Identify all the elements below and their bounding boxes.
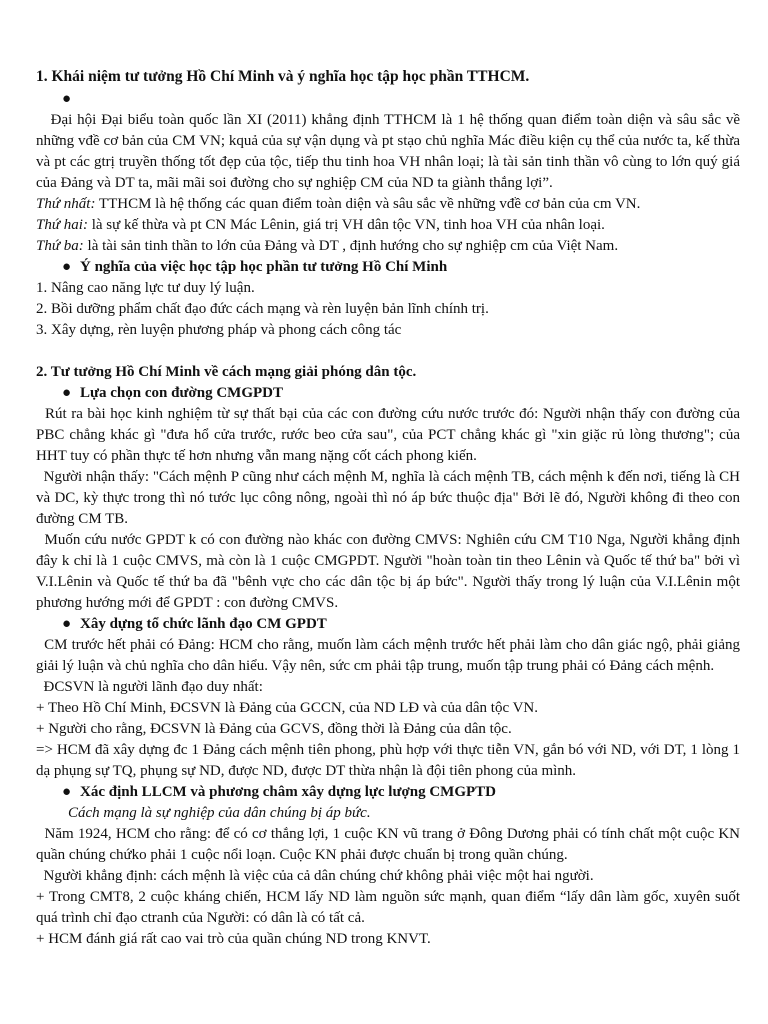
sub1-paragraph-1 — [36, 404, 740, 467]
empty-bullet — [36, 89, 740, 110]
bullet-icon: ● — [62, 385, 72, 401]
sub2-line-4: => HCM đã xây dựng đc 1 Đảng cách mệnh tiên phong, phù hợp với thực tiễn VN, gắn bó với ND, với DT, 1 lòng 1 dạ phụng sự TQ, phụng sự ND, được ND, được DT thừa nhận là đội tiên phong của mình. — [36, 742, 740, 779]
bullet-icon: ● — [62, 259, 72, 275]
meaning-heading — [36, 257, 740, 278]
third-text: là tài sản tinh thần to lớn của Đảng và DT , định hướng cho sự nghiệp cm của Việt Nam. — [83, 238, 619, 254]
sub2-line-1 — [36, 677, 740, 698]
sub3-paragraph-1 — [36, 824, 740, 866]
sub3-p1-text: Năm 1924, HCM cho rằng: để có cơ thắng lợi, 1 cuộc KN vũ trang ở Đông Dương phải có tính chất một cuộc KN quần chúng chứko phải 1 cuộc nổi loạn. Cuộc KN phải được chuẩn bị trong quần chúng. — [36, 826, 741, 863]
sub2-l1-text: ĐCSVN là người lãnh đạo duy nhất: — [43, 679, 263, 695]
intro-text: Đại hội Đại biểu toàn quốc lần XI (2011) khẳng định TTHCM là 1 hệ thống quan điểm toàn diện và sâu sắc về những vđề cơ bản của CM VN; kquả của sự vận dụng và pt stạo chủ nghĩa Mác điều kiện cụ thể của nước ta, kế thừa và pt các gtrị truyền thống tốt đẹp của tộc, tiếp thu tinh hoa VH nhân loại; là tài sản tinh thần vô cùng to lớn quý giá của Đảng và DT ta, mãi mãi soi đường cho sự nghiệp CM của ND ta giành thắng lợi”. — [36, 112, 740, 191]
bullet-icon: ● — [62, 616, 72, 632]
bullet-icon: ● — [62, 91, 72, 107]
sub3-heading-text: Xác định LLCM và phương châm xây dựng lực lượng CMGPTD — [80, 784, 497, 800]
sub1-paragraph-3 — [36, 530, 740, 614]
meaning-item: 1. Nâng cao năng lực tư duy lý luận. — [36, 280, 255, 296]
sub2-paragraph-1 — [36, 635, 740, 677]
section-2-title: 2. Tư tưởng Hồ Chí Minh về cách mạng giải phóng dân tộc. — [36, 364, 417, 380]
second-text: là sự kế thừa và pt CN Mác Lênin, giá trị VH dân tộc VN, tinh hoa VH của nhân loại. — [87, 217, 605, 233]
sub2-heading — [36, 614, 740, 635]
sub1-p2-text: Người nhận thấy: "Cách mệnh P cũng như cách mệnh M, nghĩa là cách mệnh TB, cách mệnh k đến nơi, tiếng là CH và DC, kỳ thực trong thì nó tước lục công nông, ngoài thì nó áp bức thuộc địa" Bởi lẽ đó, Người không đi theo con đường CM TB. — [36, 469, 740, 527]
meaning-heading-text: Ý nghĩa của việc học tập học phần tư tưởng Hồ Chí Minh — [80, 259, 448, 275]
meaning-item: 2. Bồi dưỡng phẩm chất đạo đức cách mạng và rèn luyện bản lĩnh chính trị. — [36, 301, 489, 317]
meaning-item: 3. Xây dựng, rèn luyện phương pháp và phong cách công tác — [36, 322, 402, 338]
first-text: TTHCM là hệ thống các quan điểm toàn diện và sâu sắc về những vđề cơ bản của cm VN. — [95, 196, 641, 212]
sub3-line-1: + Trong CMT8, 2 cuộc kháng chiến, HCM lấy ND làm nguồn sức mạnh, quan điểm “lấy dân làm gốc, xuyên suốt quá trình chỉ đạo ctranh của Người: có dân là có tất cả. — [36, 889, 740, 926]
sub1-heading — [36, 383, 740, 404]
spacer — [36, 341, 740, 362]
second-label: Thứ hai: — [36, 217, 88, 233]
third-label: Thứ ba: — [36, 238, 84, 254]
sub2-p1-text: CM trước hết phải có Đảng: HCM cho rằng, muốn làm cách mệnh trước hết phải làm cho dân giác ngộ, phải giảng giải lý luận và chủ nghĩa cho dân hiểu. Vậy nên, sức cm phải tập trung, muốn tập trung phải có Đảng cách mệnh. — [36, 637, 741, 674]
sub3-line-2: + HCM đánh giá rất cao vai trò của quần chúng ND trong KNVT. — [36, 931, 431, 947]
point-third — [36, 236, 740, 257]
sub2-heading-text: Xây dựng tổ chức lãnh đạo CM GPDT — [80, 616, 327, 632]
sub1-heading-text: Lựa chọn con đường CMGPDT — [80, 385, 283, 401]
sub3-p2-text: Người khẳng định: cách mệnh là việc của cả dân chúng chứ không phải việc một hai người. — [43, 868, 594, 884]
sub3-paragraph-2 — [36, 866, 740, 887]
sub3-heading — [36, 782, 740, 803]
bullet-icon: ● — [62, 784, 72, 800]
sub1-paragraph-2 — [36, 467, 740, 530]
first-label: Thứ nhất: — [36, 196, 96, 212]
sub2-line-3: + Người cho rằng, ĐCSVN là Đảng của GCVS, đồng thời là Đảng của dân tộc. — [36, 721, 512, 737]
point-first — [36, 194, 740, 215]
point-second — [36, 215, 740, 236]
section-1-title: 1. Khái niệm tư tưởng Hồ Chí Minh và ý nghĩa học tập học phần TTHCM. — [36, 68, 530, 85]
sub1-p1-text: Rút ra bài học kinh nghiệm từ sự thất bại của các con đường cứu nước trước đó: Người nhận thấy con đường của PBC chẳng khác gì "đưa hổ cửa trước, rước beo cửa sau", của PCT chẳng khác gì "xin giặc rủ lòng thương"; của HHT tuy có phần thực tế hơn nhưng vẫn mang nặng cốt cách phong kiến. — [36, 406, 741, 464]
sub3-italic-line: Cách mạng là sự nghiệp của dân chúng bị áp bức. — [68, 805, 371, 821]
section-1-intro — [36, 110, 740, 194]
sub1-p3-text: Muốn cứu nước GPDT k có con đường nào khác con đường CMVS: Nghiên cứu CM T10 Nga, Người khẳng định đây k chỉ là 1 cuộc CMVS, mà còn là 1 cuộc CMGPDT. Người "hoàn toàn tin theo Lênin và Quốc tế thứ ba" bởi vì V.I.Lênin và Quốc tế thứ ba đã "bênh vực cho các dân tộc bị áp bức". Người thấy trong lý luận của V.I.Lênin một phương hướng mới để GPDT : con đường CMVS. — [36, 532, 741, 611]
sub2-line-2: + Theo Hồ Chí Minh, ĐCSVN là Đảng của GCCN, của ND LĐ và của dân tộc VN. — [36, 700, 538, 716]
